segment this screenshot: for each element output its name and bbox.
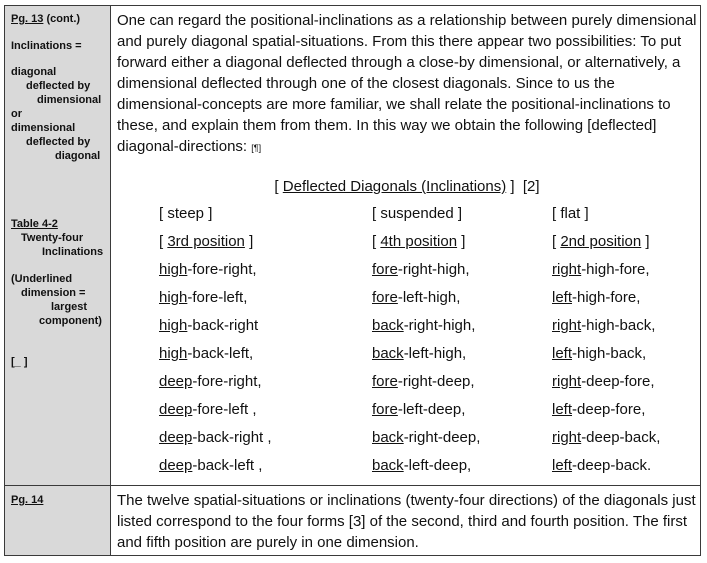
note-line-or: or [11,108,22,120]
direction-item [159,428,272,448]
table-reference: Table 4-2 [11,218,58,230]
dominant-dimension: right [552,373,582,390]
column-header: [ suspended ] [372,205,463,222]
dominant-dimension: left [552,289,573,306]
page-cont-label: (cont.) [43,13,81,25]
column-position [552,232,650,252]
direction-item [372,316,475,336]
direction-rest: -back-left, [187,345,254,362]
direction-item [159,372,262,392]
direction-rest: -high-back, [581,317,656,334]
direction-rest: -deep-fore, [572,401,646,418]
pilcrow-mark: [¶] [251,143,262,153]
direction-rest: -left-deep, [403,457,472,474]
column-position [372,232,465,252]
direction-rest: -deep-fore, [581,373,655,390]
direction-item [552,344,646,364]
intro-paragraph [117,10,697,159]
direction-rest: -fore-left, [187,289,248,306]
dominant-dimension: high [159,289,188,306]
direction-rest: -fore-right, [192,373,262,390]
table-caption-line-2: Inclinations [42,246,104,258]
direction-item [159,344,253,364]
column-header: [ flat ] [552,205,589,222]
dominant-dimension: fore [372,289,398,306]
direction-rest: -fore-left , [192,401,257,418]
dominant-dimension: high [159,261,188,278]
dominant-dimension: high [159,317,188,334]
direction-rest: -high-fore, [572,289,641,306]
direction-rest: -left-high, [397,289,461,306]
direction-item [552,260,650,280]
note-line-diagonal: diagonal [11,66,57,78]
document-frame [4,5,701,556]
direction-rest: -back-right [187,317,259,334]
note-line-diagonal-2: diagonal [55,150,101,162]
direction-item [159,400,257,420]
dominant-dimension: deep [159,429,193,446]
underline-note-line-3: largest [51,301,88,313]
dominant-dimension: deep [159,457,193,474]
dominant-dimension: back [372,345,404,362]
direction-item [372,260,470,280]
underline-note-line-1: (Underlined [11,273,73,285]
bracket-close: ] [641,233,650,250]
direction-rest: -deep-back, [581,429,661,446]
direction-rest: -deep-back. [572,457,652,474]
inclinations-note-title: Inclinations = [11,40,82,52]
direction-item [372,400,465,420]
note-line-dimensional-2: dimensional [11,122,76,134]
dominant-dimension: left [552,345,573,362]
position-label: 2nd position [560,233,642,250]
position-label: 4th position [380,233,458,250]
direction-item [372,428,480,448]
direction-rest: -right-deep, [403,429,481,446]
column-position [159,232,253,252]
intro-paragraph-text: One can regard the positional-inclinations as a relationship between purely dimensional and purely diagonal spatial-situations. From this there appear two possibilities: To put forward either a diagonal deflected through a close-by dimensional, or alternatively, a dimensional deflected through one of the closest diagonals. Since to us the dimensional-concepts are more familiar, we shall relate the positional-inclinations to these, and explain them from them. In this way we obtain the following [deflected] diagonal-directions: [117,12,697,155]
note-line-deflected-by-2: deflected by [26,136,91,148]
direction-item [372,288,460,308]
table-title-text: Deflected Diagonals (Inclinations) [282,178,507,195]
dominant-dimension: back [372,457,404,474]
table-title-open: [ [274,178,283,195]
dominant-dimension: fore [372,373,398,390]
position-label: 3rd position [167,233,245,250]
direction-item [372,456,471,476]
direction-item [159,456,262,476]
direction-rest: -right-high, [403,317,476,334]
direction-item [372,344,466,364]
page-ref-14: Pg. 14 [11,494,44,506]
table-title-close: ] [2] [506,178,540,195]
direction-rest: -left-deep, [397,401,466,418]
direction-item [552,428,660,448]
dominant-dimension: left [552,401,573,418]
dominant-dimension: left [552,457,573,474]
table-caption-line-1: Twenty-four [21,232,84,244]
underline-note-line-2: dimension = [21,287,86,299]
direction-item [552,456,651,476]
dominant-dimension: deep [159,401,193,418]
bracket-close: ] [244,233,254,250]
note-line-deflected-by: deflected by [26,80,91,92]
direction-item [159,260,257,280]
column-header: [ steep ] [159,205,213,222]
dominant-dimension: right [552,429,582,446]
direction-rest: -back-left , [192,457,263,474]
dominant-dimension: deep [159,373,193,390]
dominant-dimension: fore [372,261,398,278]
dominant-dimension: right [552,317,582,334]
table-title [117,176,697,197]
direction-item [552,288,640,308]
bracket-open: [ [372,233,381,250]
bracket-open: [ [159,233,168,250]
direction-rest: -right-deep, [397,373,475,390]
page-number-13: Pg. 13 [11,13,44,25]
direction-rest: -high-fore, [581,261,650,278]
direction-rest: -back-right , [192,429,272,446]
direction-item [552,400,645,420]
direction-item [552,316,655,336]
direction-rest: -high-back, [572,345,647,362]
dominant-dimension: back [372,429,404,446]
direction-rest: -fore-right, [187,261,257,278]
dominant-dimension: right [552,261,582,278]
page-ref-13 [11,12,80,26]
section-divider [5,485,700,486]
underline-note-line-4: component) [39,315,102,327]
direction-rest: -right-high, [397,261,470,278]
bracket-close: ] [457,233,466,250]
direction-rest: -left-high, [403,345,467,362]
closing-paragraph: The twelve spatial-situations or inclinations (twenty-four directions) of the diagonals just listed correspond to the four forms [3] of the second, third and fourth position. The first and fifth position are purely in one dimension. [117,492,696,551]
bracket-note: [_ ] [11,356,28,368]
direction-item [159,288,247,308]
dominant-dimension: fore [372,401,398,418]
dominant-dimension: high [159,345,188,362]
dominant-dimension: back [372,317,404,334]
direction-item [159,316,258,336]
direction-item [372,372,475,392]
bracket-open: [ [552,233,561,250]
direction-item [552,372,655,392]
margin-notes-column [5,6,111,555]
note-line-dimensional: dimensional [37,94,102,106]
